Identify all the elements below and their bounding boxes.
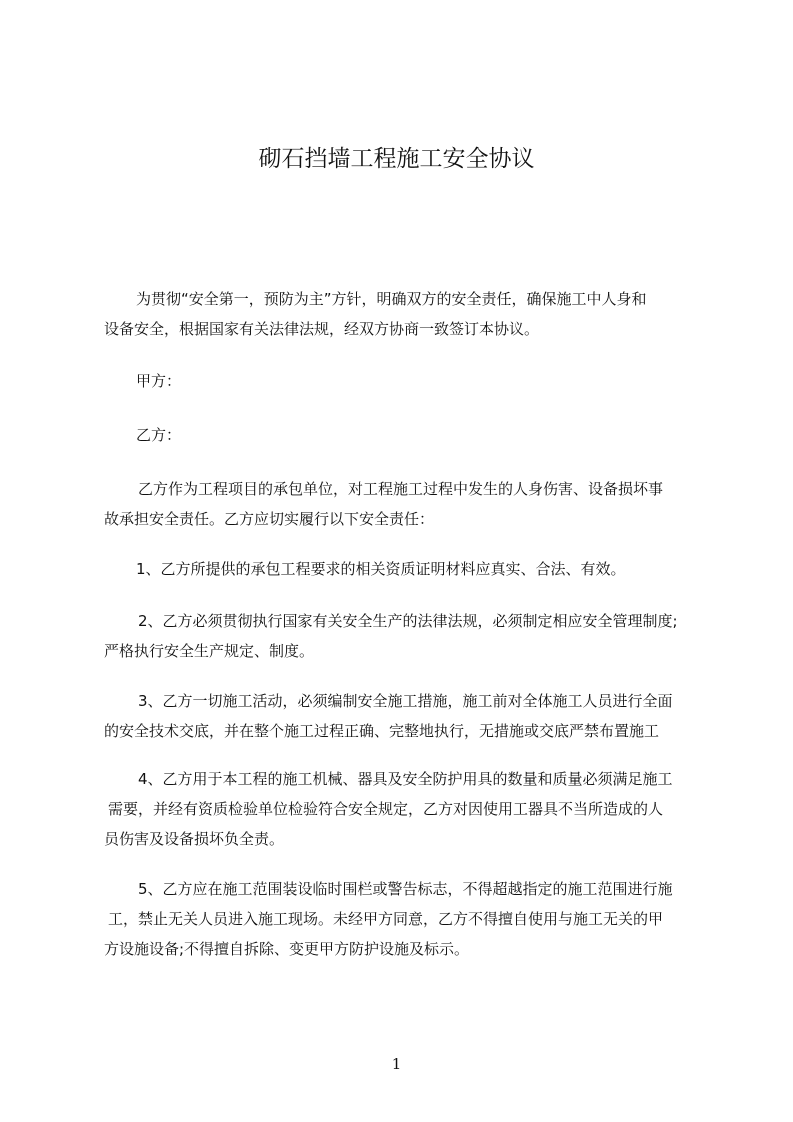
clause-5: 5、乙方应在施工范围装设临时围栏或警告标志，不得超越指定的施工范围进行施 工，禁止无关人员进入施工现场。未经甲方同意，乙方不得擅自使用与施工无关的甲 方设施设备;不得擅自拆除、变更甲方防护设施及标示。: [104, 880, 673, 958]
clause-1: 1、乙方所提供的承包工程要求的相关资质证明材料应真实、合法、有效。: [136, 560, 626, 578]
clause-4: 4、乙方用于本工程的施工机械、器具及安全防护用具的数量和质量必须满足施工 需要，并经有资质检验单位检验符合安全规定，乙方对因使用工器具不当所造成的人 员伤害及设备损坏负全责。: [104, 770, 673, 848]
party-b-label: 乙方：: [136, 426, 182, 444]
clause-3: 3、乙方一切施工活动，必须编制安全施工措施，施工前对全体施工人员进行全面 的安全技术交底，并在整个施工过程正确、完整地执行，无措施或交底严禁布置施工: [104, 692, 673, 740]
intro-line-1: 为贯彻“安全第一，预防为主”方针，明确双方的安全责任，确保施工中人身和: [136, 290, 647, 308]
intro-paragraph: [104, 284, 716, 344]
responsibility-line-2: 故承担安全责任。乙方应切实履行以下安全责任：: [104, 510, 435, 528]
responsibility-paragraph: [104, 474, 716, 534]
clause-2: 2、乙方必须贯彻执行国家有关安全生产的法律法规，必须制定相应安全管理制度; 严格执行安全生产规定、制度。: [104, 612, 678, 660]
intro-line-2: 设备安全，根据国家有关法律法规，经双方协商一致签订本协议。: [104, 320, 540, 338]
page-number: 1: [391, 1055, 402, 1073]
document-title: 砌石挡墙工程施工安全协议: [258, 146, 535, 172]
responsibility-line-1: 乙方作为工程项目的承包单位，对工程施工过程中发生的人身伤害、设备损坏事: [138, 480, 664, 498]
party-a-label: 甲方：: [136, 372, 182, 390]
